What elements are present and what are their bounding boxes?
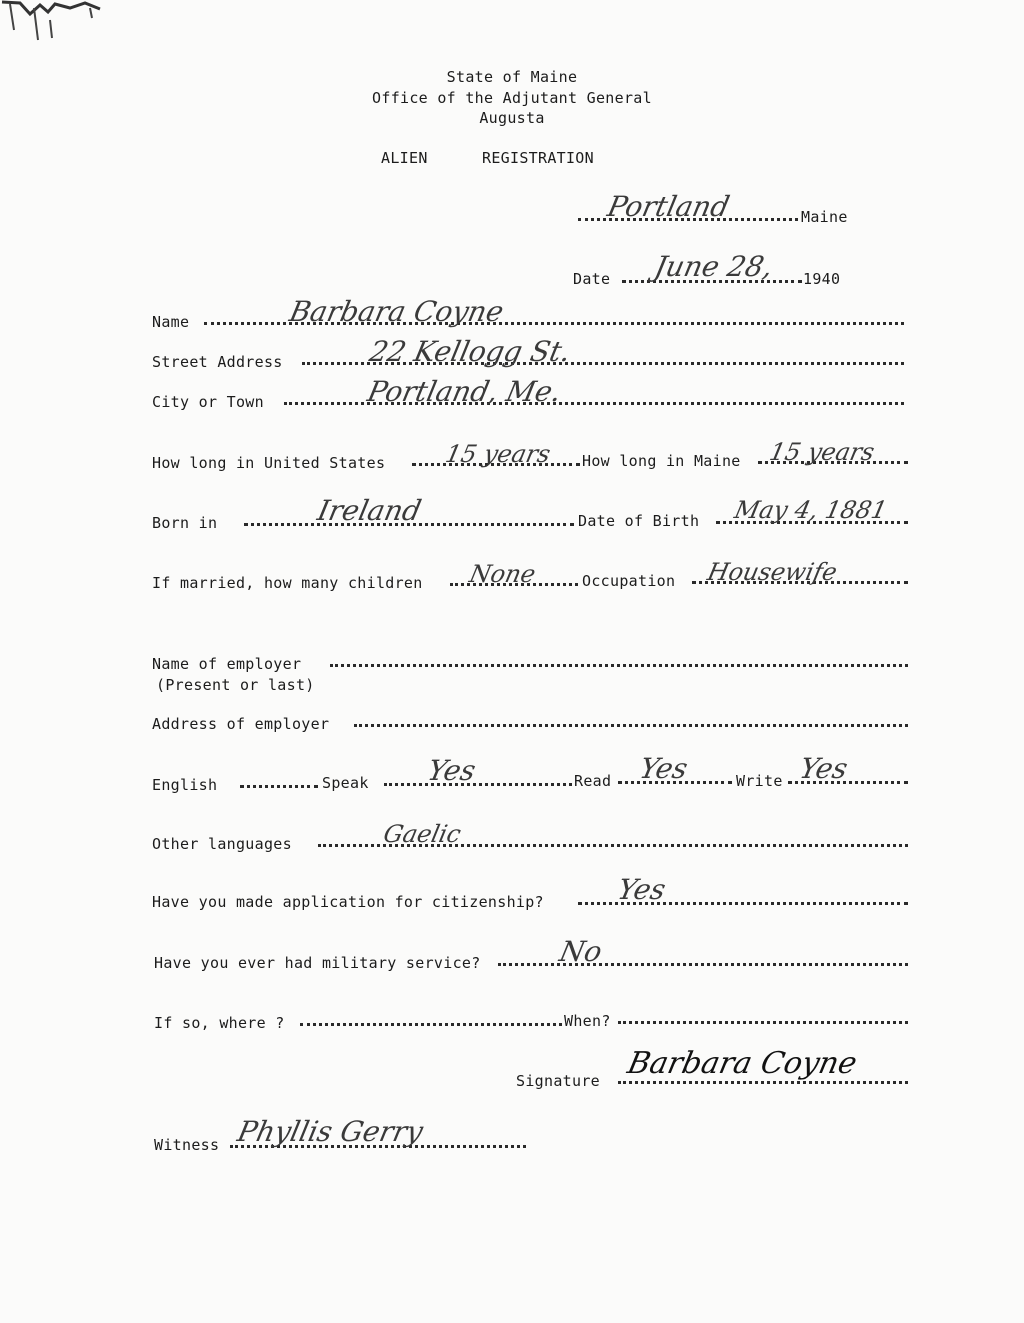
when-label: When? <box>564 1012 611 1030</box>
date-of-birth-value: May 4, 1881 <box>732 496 890 524</box>
how-long-maine-label: How long in Maine <box>582 452 741 470</box>
witness-label: Witness <box>154 1136 220 1154</box>
speak-label: Speak <box>322 774 369 792</box>
occupation-label: Occupation <box>582 572 676 590</box>
signature-label: Signature <box>516 1072 600 1090</box>
how-long-maine-value: 15 years <box>767 438 878 466</box>
employer-sublabel: (Present or last) <box>156 676 315 694</box>
employer-name-label: Name of employer <box>152 655 302 673</box>
employer-address-dots <box>354 724 908 727</box>
citizenship-label: Have you made application for citizenship? <box>152 893 544 911</box>
date-of-birth-label: Date of Birth <box>578 512 700 530</box>
title-registration: REGISTRATION <box>482 149 594 167</box>
signature-value: Barbara Coyne <box>624 1046 860 1081</box>
name-value: Barbara Coyne <box>286 295 507 328</box>
signature-dots <box>618 1081 908 1084</box>
citizenship-value: Yes <box>614 873 669 906</box>
header-state: State of Maine <box>446 68 578 86</box>
city-value: Portland, Me. <box>364 375 565 408</box>
when-dots <box>618 1021 908 1024</box>
military-label: Have you ever had military service? <box>154 954 481 972</box>
date-value: June 28, <box>651 250 776 283</box>
how-long-us-value: 15 years <box>443 440 554 468</box>
write-value: Yes <box>796 752 851 785</box>
street-value: 22 Kellogg St. <box>366 335 574 368</box>
if-so-where-dots <box>300 1023 562 1026</box>
speak-dots <box>384 783 572 786</box>
date-year: 1940 <box>803 270 841 288</box>
other-languages-value: Gaelic <box>381 820 464 848</box>
street-label: Street Address <box>152 353 283 371</box>
military-value: No <box>556 935 605 968</box>
date-label: Date <box>573 270 611 288</box>
children-label: If married, how many children <box>152 574 423 592</box>
header-city: Augusta <box>479 109 545 127</box>
corner-scan-artifact <box>0 0 110 50</box>
other-languages-label: Other languages <box>152 835 292 853</box>
write-label: Write <box>736 772 783 790</box>
if-so-where-label: If so, where ? <box>154 1014 285 1032</box>
born-in-value: Ireland <box>314 494 425 527</box>
place-value: Portland <box>604 190 733 223</box>
read-value: Yes <box>636 752 691 785</box>
english-dots <box>240 785 318 788</box>
speak-value: Yes <box>424 754 479 787</box>
occupation-value: Housewife <box>705 558 840 586</box>
city-label: City or Town <box>152 393 264 411</box>
how-long-us-label: How long in United States <box>152 454 386 472</box>
header-office: Office of the Adjutant General <box>372 89 652 107</box>
employer-name-dots <box>330 664 908 667</box>
employer-address-label: Address of employer <box>152 715 330 733</box>
read-label: Read <box>574 772 612 790</box>
witness-value: Phyllis Gerry <box>234 1115 426 1148</box>
english-label: English <box>152 776 218 794</box>
title-alien: ALIEN <box>381 149 428 167</box>
name-label: Name <box>152 313 190 331</box>
place-suffix: Maine <box>801 208 848 226</box>
children-value: None <box>467 560 539 588</box>
born-in-label: Born in <box>152 514 218 532</box>
